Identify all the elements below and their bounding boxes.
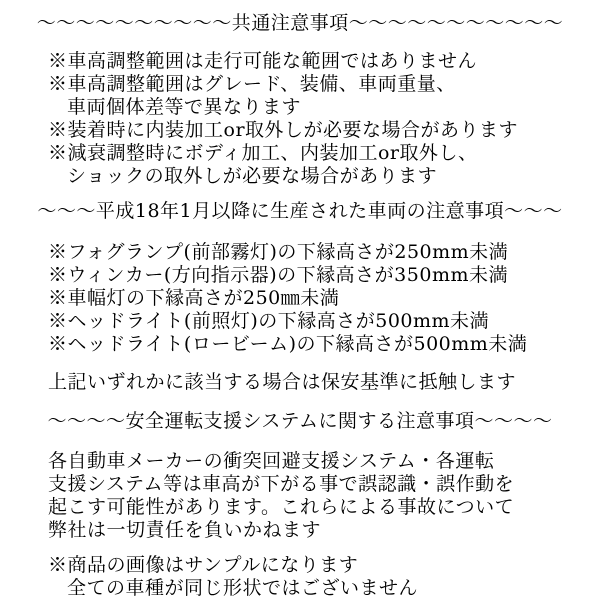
notice-line: ※車幅灯の下縁高さが250㎜未満	[48, 287, 340, 309]
sample-image-note-block	[0, 554, 600, 600]
paragraph-line: 各自動車メーカーの衝突回避支援システム・各運転	[48, 450, 495, 472]
notice-line: ※ヘッドライト(ロービーム)の下縁高さが500mm未満	[48, 333, 528, 355]
notice-line: ※減衰調整時にボディ加工、内装加工or取外し、	[48, 142, 478, 164]
paragraph-line: 支援システム等は車高が下がる事で誤認識・誤作動を	[48, 473, 515, 495]
notice-line: ※装着時に内装加工or取外しが必要な場合があります	[48, 119, 519, 141]
notice-line-continuation: 全ての車種が同じ形状ではございません	[67, 577, 419, 599]
notice-line: ※車高調整範囲は走行可能な範囲ではありません	[48, 50, 478, 72]
heisei18-notice-heading: ～～～平成18年1月以降に生産された車両の注意事項～～～	[37, 200, 563, 222]
common-notice-block	[0, 50, 600, 188]
safety-standard-conclusion: 上記いずれかに該当する場合は保安基準に抵触します	[48, 371, 517, 393]
safety-system-heading: ～～～～安全運転支援システムに関する注意事項～～～～	[47, 410, 553, 432]
notice-line: ※フォグランプ(前部霧灯)の下縁高さが250mm未満	[48, 241, 509, 263]
notice-line-continuation: ショックの取外しが必要な場合があります	[67, 165, 438, 187]
notice-line: ※車高調整範囲はグレード、装備、車両重量、	[48, 73, 456, 95]
notice-line: ※ヘッドライト(前照灯)の下縁高さが500mm未満	[48, 310, 490, 332]
notice-line: ※ウィンカー(方向指示器)の下縁高さが350mm未満	[48, 264, 508, 286]
safety-system-paragraph	[0, 450, 600, 542]
paragraph-line: 弊社は一切責任を負いかねます	[48, 519, 322, 541]
notice-line: ※商品の画像はサンプルになります	[48, 554, 359, 576]
notice-line-continuation: 車両個体差等で異なります	[67, 96, 302, 118]
heisei18-notice-block	[0, 241, 600, 356]
common-notice-heading: ～～～～～～～～～～共通注意事項～～～～～～～～～～～	[36, 12, 564, 34]
paragraph-line: 起こす可能性があります。これらによる事故について	[48, 496, 515, 518]
